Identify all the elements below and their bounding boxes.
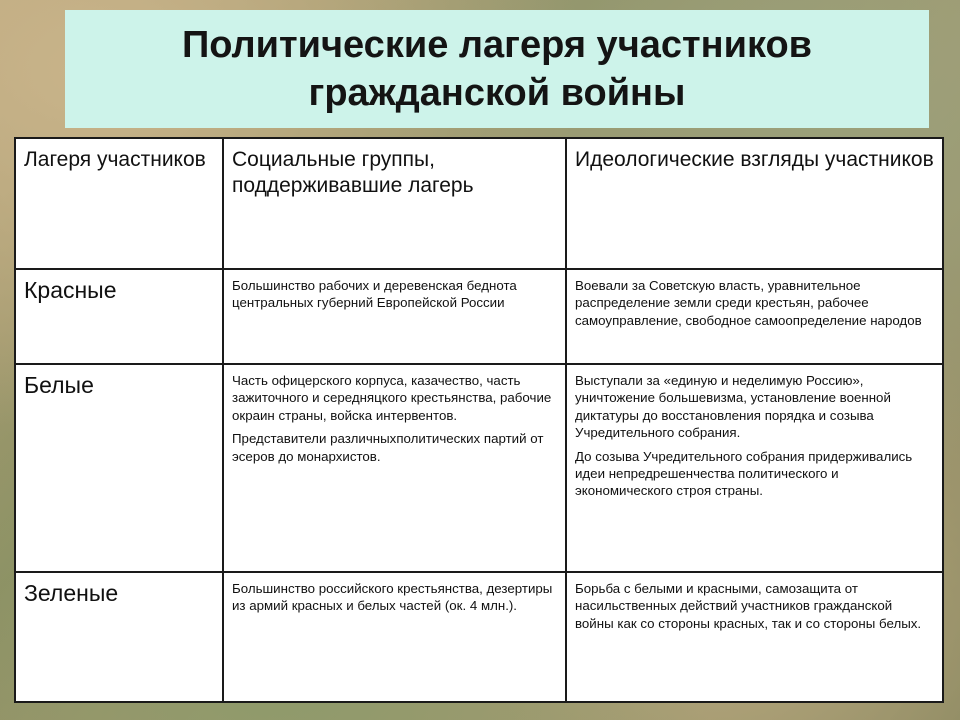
ideology-text-whites-2: До созыва Учредительного собрания придерживались идеи непредрешенчества политического и экономического строя страны.	[575, 448, 913, 499]
social-cell-greens	[223, 572, 566, 702]
camp-name-greens: Зеленые	[24, 580, 119, 606]
ideology-text-whites-1: Выступали за «единую и неделимую Россию», уничтожение большевизма, установление военной диктатуры до восстановления порядка и созыва Учредительного собрания.	[575, 373, 891, 441]
social-cell-whites	[223, 364, 566, 572]
table-row-greens	[15, 572, 943, 702]
ideology-cell-reds	[566, 269, 943, 364]
header-camps-label: Лагеря участников	[24, 148, 206, 171]
camps-table-container	[14, 137, 944, 703]
header-ideology-label: Идеологические взгляды участников	[575, 148, 934, 171]
social-cell-reds	[223, 269, 566, 364]
social-text-whites-1: Часть офицерского корпуса, казачество, часть зажиточного и середняцкого крестьянства, рабочие окраин страны, войска интервентов.	[232, 373, 552, 423]
camp-name-whites: Белые	[24, 372, 94, 398]
camp-cell-whites	[15, 364, 223, 572]
camp-cell-greens	[15, 572, 223, 702]
ideology-cell-greens	[566, 572, 943, 702]
table-row-reds	[15, 269, 943, 364]
title-band	[65, 10, 929, 128]
social-text-whites-2: Представители различныхполитических партий от эсеров до монархистов.	[232, 431, 544, 464]
header-social-groups-label: Социальные группы, поддерживавшие лагерь	[232, 148, 474, 197]
camp-cell-reds	[15, 269, 223, 364]
camp-name-reds: Красные	[24, 277, 117, 303]
table-header-row	[15, 138, 943, 269]
ideology-text-greens: Борьба с белыми и красными, самозащита от насильственных действий участников гражданской войны как со стороны красных, так и со стороны белых.	[575, 581, 922, 631]
social-text-reds: Большинство рабочих и деревенская беднота центральных губерний Европейской России	[232, 278, 517, 311]
slide-title: Политические лагеря участников гражданской войны	[181, 24, 813, 114]
social-text-greens: Большинство российского крестьянства, дезертиры из армий красных и белых частей (ок. 4 млн.).	[232, 581, 553, 614]
header-camps	[15, 138, 223, 269]
camps-table	[14, 137, 944, 703]
header-social-groups	[223, 138, 566, 269]
ideology-cell-whites	[566, 364, 943, 572]
header-ideology	[566, 138, 943, 269]
table-row-whites	[15, 364, 943, 572]
ideology-text-reds: Воевали за Советскую власть, уравнительное распределение земли среди крестьян, рабочее самоуправление, свободное самоопределение народов	[575, 278, 922, 328]
